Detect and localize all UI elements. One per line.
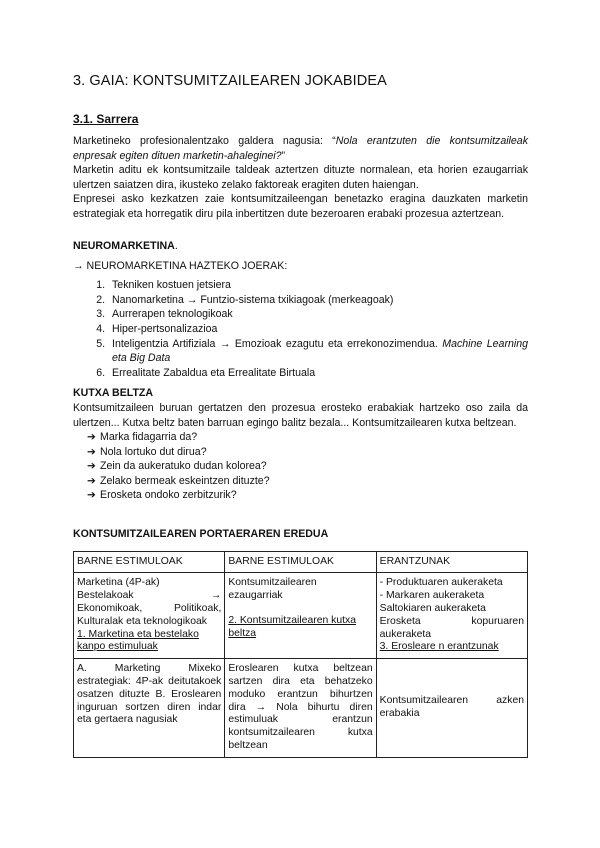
table-header-cell: ERANTZUNAK bbox=[376, 551, 527, 573]
neuromarketing-trends-label: → NEUROMARKETINA HAZTEKO JOERAK: bbox=[73, 260, 288, 273]
cell-text: Bestelakoak bbox=[77, 590, 134, 602]
list-item: 3. Aurrerapen teknologikoak bbox=[108, 307, 528, 322]
list-item-italic: Machine Learning eta Big Data bbox=[112, 337, 529, 365]
list-item bbox=[87, 430, 528, 445]
list-item bbox=[108, 337, 528, 366]
neuromarketing-heading-text: NEUROMARKETINA bbox=[73, 239, 175, 252]
cell-line: Marketina (4P-ak) bbox=[77, 577, 160, 589]
list-item-text: Inteligentzia Artifiziala → Emozioak ezagutu eta errekonozimendua. bbox=[112, 337, 438, 350]
list-item bbox=[87, 459, 528, 474]
kutxa-beltza-paragraph: Kontsumitzaileen buruan gertatzen den prozesua erosteko erabakiak hartzeko oso zaila da ulertzen... Kutxa beltz baten barruan egingo balitz bezala... Kontsumitzailearen kutxa beltzean. bbox=[73, 401, 528, 429]
list-item-text: Zein da aukeratuko dudan kolorea? bbox=[100, 460, 267, 473]
model-heading: KONTSUMITZAILEAREN PORTAERAREN EREDUA bbox=[73, 528, 329, 541]
table-header-cell: BARNE ESTIMULOAK bbox=[74, 551, 225, 573]
neuromarketing-heading-dot: . bbox=[174, 239, 178, 252]
cell-text: Ekonomikoak, bbox=[77, 603, 143, 615]
table-cell-responses bbox=[376, 573, 527, 659]
table-row bbox=[74, 659, 528, 758]
cell-line: - Markaren aukeraketa bbox=[379, 590, 485, 602]
arrow-icon: ➔ bbox=[87, 460, 96, 473]
table-cell-external-stimuli bbox=[74, 573, 225, 659]
list-item bbox=[87, 445, 528, 460]
cell-caption: 1. Marketina eta bestelako kanpo estimuluak bbox=[77, 628, 199, 653]
list-item-text: Nola lortuko dut dirua? bbox=[100, 445, 207, 458]
cell-text: Politikoak, bbox=[173, 603, 222, 615]
kutxa-questions-list bbox=[73, 430, 528, 503]
cell-line bbox=[380, 616, 524, 629]
cell-caption: 2. Kontsumitzailearen kutxa beltza bbox=[228, 615, 356, 639]
cell-line: Saltokiaren aukeraketa bbox=[379, 603, 486, 615]
list-item-text: Marka fidagarria da? bbox=[100, 431, 198, 444]
intro-paragraph-2: Marketin aditu ek kontsumitzaile taldeak aztertzen dituzte normalean, eta horien ezaugarriak ulertzen saiatzen dira, ikusteko zelako faktoreak eragiten duten haiengan. bbox=[73, 164, 528, 191]
table-cell: A. Marketing Mixeko estrategiak: 4P-ak deitutakoek osatzen dituzte B. Eroslearen inguruan sortzen diren indar eta gertaera nagusiak bbox=[74, 659, 225, 758]
table-cell-consumer bbox=[225, 573, 376, 659]
arrow-icon: ➔ bbox=[87, 474, 96, 487]
arrow-icon: ➔ bbox=[87, 445, 96, 458]
list-item-text: Zelako bermeak eskeintzen dituzte? bbox=[100, 474, 270, 487]
list-item: 1. Tekniken kostuen jetsiera bbox=[108, 278, 528, 293]
list-item-text: Erosketa ondoko zerbitzurik? bbox=[100, 489, 237, 502]
cell-caption: 3. Erosleare n erantzunak bbox=[379, 641, 499, 653]
cell-line: - Produktuaren aukeraketa bbox=[379, 577, 503, 589]
intro-question-prefix: Marketineko profesionalentzako galdera nagusia: “ bbox=[73, 135, 336, 147]
neuromarketing-trends-list bbox=[73, 278, 528, 380]
cell-line: aukeraketa bbox=[379, 628, 432, 640]
neuromarketing-heading bbox=[73, 239, 528, 254]
intro-paragraph-3: Enpresei asko kezkatzen zaie kontsumitzaileengan benetazko eragina dauzkaten marketin estrategiak eta horregatik diru pila inbertitzen dute bezeroaren erabaki prozesua aztertzean. bbox=[73, 193, 528, 220]
cell-line: Kontsumitzailearen ezaugarriak bbox=[228, 577, 317, 602]
section-heading-sarrera: 3.1. Sarrera bbox=[73, 112, 139, 126]
arrow-icon: ➔ bbox=[87, 431, 96, 444]
cell-text: Erosketa bbox=[379, 615, 421, 627]
intro-question bbox=[73, 134, 528, 163]
list-item: 2. Nanomarketina → Funtzio-sistema txikiagoak (merkeagoak) bbox=[108, 293, 528, 308]
intro-question-suffix: ” bbox=[281, 149, 286, 162]
table-cell: Kontsumitzailearen azken erabakia bbox=[376, 659, 527, 758]
list-item: 6. Errealitate Zabaldua eta Errealitate Birtuala bbox=[108, 366, 528, 381]
cell-line: Kulturalak eta teknologikoak bbox=[77, 615, 207, 627]
page-title: 3. GAIA: KONTSUMITZAILEAREN JOKABIDEA bbox=[73, 73, 387, 89]
kutxa-beltza-heading: KUTXA BELTZA bbox=[73, 387, 154, 400]
cell-line bbox=[77, 590, 221, 603]
cell-line bbox=[77, 603, 221, 616]
consumer-behaviour-table bbox=[73, 551, 528, 758]
list-item bbox=[87, 488, 528, 503]
table-header-row bbox=[74, 551, 528, 573]
arrow-icon: ➔ bbox=[87, 489, 96, 502]
list-item bbox=[87, 474, 528, 489]
cell-text: kopuruaren bbox=[471, 615, 524, 627]
arrow-glyph: → bbox=[210, 590, 222, 602]
intro-question-italic: Nola erantzuten die kontsumitzaileak enpresak egiten dituen marketin-ahaleginei? bbox=[73, 135, 528, 162]
table-row bbox=[74, 573, 528, 659]
table-cell: Eroslearen kutxa beltzean sartzen dira eta behatzeko moduko erantzun bihurtzen dira → Nola bihurtu diren estimuluak erantzun kontsumitzailearen kutxa beltzean bbox=[225, 659, 376, 758]
list-item: 4. Hiper-pertsonalizazioa bbox=[108, 322, 528, 337]
table-header-cell: BARNE ESTIMULOAK bbox=[225, 551, 376, 573]
